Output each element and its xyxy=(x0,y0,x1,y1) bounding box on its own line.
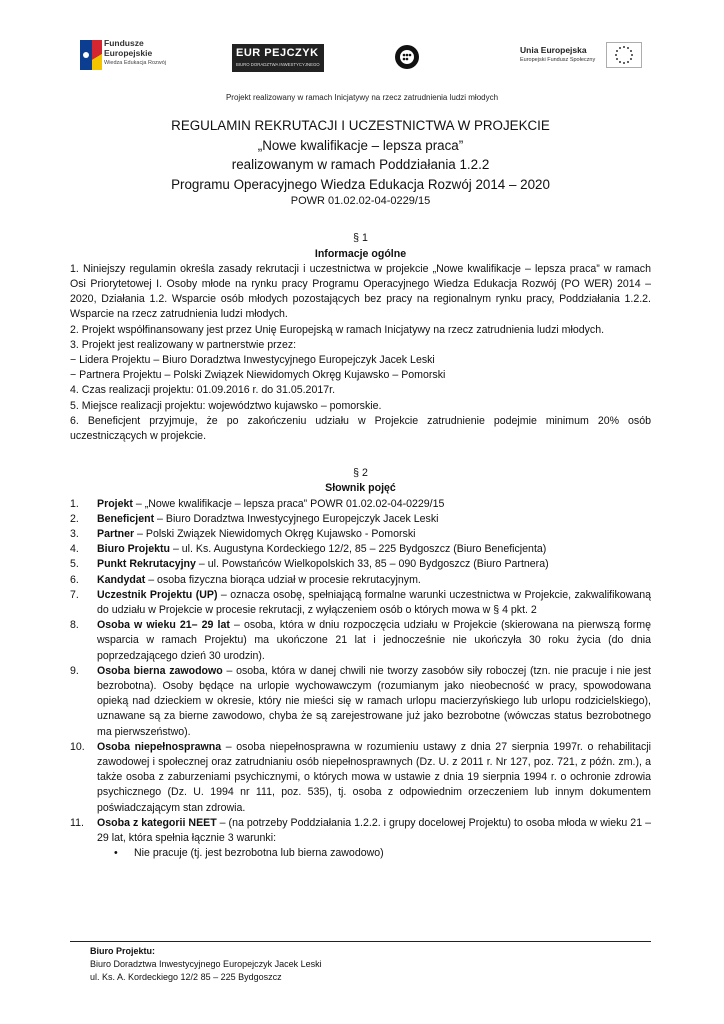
ue-sub: Europejski Fundusz Społeczny xyxy=(520,57,596,63)
bullet-text: Nie pracuje (tj. jest bezrobotna lub bierna zawodowo) xyxy=(134,847,384,860)
item-number: 11. xyxy=(70,816,84,829)
section-2-number: § 2 xyxy=(353,467,368,480)
ue-title: Unia Europejska xyxy=(520,45,587,55)
title-line3: realizowanym w ramach Poddziałania 1.2.2 xyxy=(231,157,490,173)
s1-partner-partner: − Partnera Projektu – Polski Związek Niewidomych Okręg Kujawsko – Pomorski xyxy=(70,369,446,382)
list-item xyxy=(70,588,651,618)
item-text: – Biuro Doradztwa Inwestycyjnego Europejczyk Jacek Leski xyxy=(154,512,439,525)
item-number: 3. xyxy=(70,528,79,541)
item-text: – osoba, która w dniu rozpoczęcia udziału w Projekcie (skierowana na pierwszą formę wsparcia w ramach Projektu) ma ukończone 21 lat i jednocześnie nie ukończyła 30 roku życia (do dnia poprzedzającego dzień 30 urodzin). xyxy=(97,619,651,662)
header-note: Projekt realizowany w ramach Inicjatywy na rzecz zatrudnienia ludzi młodych xyxy=(225,93,499,102)
item-term: Osoba z kategorii NEET xyxy=(97,816,217,829)
eur-main: EUR PEJCZYK xyxy=(236,47,319,59)
s1-partner-lider: − Lidera Projektu – Biuro Doradztwa Inwestycyjnego Europejczyk Jacek Leski xyxy=(70,354,435,366)
s1-paragraph-1: 1. Niniejszy regulamin określa zasady rekrutacji i uczestnictwa w projekcie „Nowe kwalifikacje – lepsza praca” w ramach Osi Priorytetowej I. Osoby młode na rynku pracy Programu Operacyjnego Wiedza Edukacja Rozwój (PO WER) 2014 – 2020, Działania 1.2. Wsparcie osób młodych pozostających bez pracy na regionalnym rynku pracy, Poddziałania 1.2.2. Wsparcie na rzecz zatrudnienia ludzi młodych. xyxy=(70,262,651,321)
item-number: 4. xyxy=(70,543,79,556)
item-text: – ul. Powstańców Wielkopolskich 33, 85 – 090 Bydgoszcz (Biuro Partnera) xyxy=(195,558,549,571)
footer-line2: ul. Ks. A. Kordeckiego 12/2 85 – 225 Bydgoszcz xyxy=(90,972,282,982)
item-text: – osoba fizyczna biorąca udział w procesie rekrutacyjnym. xyxy=(145,573,421,586)
fe-flag-icon xyxy=(80,40,102,70)
item-text: – osoba, która w danej chwili nie tworzy zasobów siły roboczej (tzn. nie pracuje i nie jest bezrobotna). Osoby będące na urlopie wychowawczym (rozumianym jako nieobecność w pracy, spowodowana opieką nad dzieckiem w okresie, który nie mieści się w ramach urlopu macierzyńskiego lub urlopu rodzicielskiego), uznawane są za bierne zawodowo, chyba że są zarejestrowane już jako bezrobotne (wówczas status bezrobotnego ma pierwszeństwo). xyxy=(97,664,651,738)
list-item xyxy=(70,816,651,846)
footer-title: Biuro Projektu: xyxy=(90,946,156,956)
fe-sub: Wiedza Edukacja Rozwój xyxy=(104,60,167,66)
item-term: Punkt Rekrutacyjny xyxy=(97,558,196,571)
item-number: 1. xyxy=(70,497,79,510)
bullet-icon: • xyxy=(114,847,118,860)
fe-line2: Europejskie xyxy=(104,47,153,58)
item-term: Uczestnik Projektu (UP) xyxy=(97,588,218,601)
europejczyk-logo xyxy=(232,44,324,72)
s1-paragraph-3: 3. Projekt jest realizowany w partnerstwie przez: xyxy=(70,338,297,351)
item-term: Partner xyxy=(97,528,135,541)
eu-flag-icon xyxy=(606,42,642,68)
item-term: Osoba bierna zawodowo xyxy=(97,664,223,677)
title-line2: „Nowe kwalifikacje – lepsza praca” xyxy=(257,137,464,153)
item-text: – ul. Ks. Augustyna Kordeckiego 12/2, 85 – 225 Bydgoszcz (Biuro Beneficjenta) xyxy=(170,543,547,556)
item-text: – „Nowe kwalifikacje – lepsza praca” POWR 01.02.02-04-0229/15 xyxy=(132,497,445,510)
neet-condition-1 xyxy=(70,846,651,861)
item-text: – (na potrzeby Poddziałania 1.2.2. i grupy docelowej Projektu) to osoba młoda w wieku 21 – 29 lat, która spełnia łącznie 3 warunki: xyxy=(97,816,651,845)
item-number: 2. xyxy=(70,512,79,525)
item-text: – oznacza osobę, spełniającą formalne warunki uczestnictwa w Projekcie, zakwalifikowaną do udziału w Projekcie w procesie rekrutacji, z wyłączeniem osób o których mowa w § 4 pkt. 2 xyxy=(97,588,651,617)
item-term: Beneficjent xyxy=(97,512,155,525)
section-1-number: § 1 xyxy=(353,232,368,245)
s1-paragraph-4: 4. Czas realizacji projektu: 01.09.2016 r. do 31.05.2017r. xyxy=(70,384,336,397)
list-item xyxy=(70,740,651,816)
list-item xyxy=(70,664,651,740)
item-text: – osoba niepełnosprawna w rozumieniu ustawy z dnia 27 sierpnia 1997r. o rehabilitacji zawodowej i społecznej oraz zatrudnianiu osób niepełnosprawnych (Dz. U. z 2011 r. Nr 127, poz. 721, z późn. zm.), a także osoba z zaburzeniami psychicznymi, o których mowa w ustawie z dnia 19 sierpnia 1994 r. o ochronie zdrowia psychicznego (Dz. U. 1994 nr 111, poz. 535), tj. osoba z odpowiednim orzeczeniem lub innym dokumentem poświadczającym stan zdrowia. xyxy=(97,740,651,814)
logo-bar xyxy=(0,28,724,84)
list-item xyxy=(70,542,651,557)
item-term: Osoba niepełnosprawna xyxy=(97,740,222,753)
document-title xyxy=(70,116,651,209)
s1-paragraph-2: 2. Projekt współfinansowany jest przez Unię Europejską w ramach Inicjatywy na rzecz zatrudnienia ludzi młodych. xyxy=(70,323,605,336)
item-number: 10. xyxy=(70,740,85,753)
item-number: 8. xyxy=(70,619,79,632)
section-2-title: Słownik pojęć xyxy=(325,482,396,495)
section-1-title: Informacje ogólne xyxy=(314,247,407,260)
eur-sub: BIURO DORADZTWA INWESTYCYJNEGO xyxy=(236,62,320,67)
item-number: 9. xyxy=(70,664,79,677)
footer-line1: Biuro Doradztwa Inwestycyjnego Europejczyk Jacek Leski xyxy=(90,959,322,969)
s1-paragraph-6: 6. Beneficjent przyjmuje, że po zakończeniu udziału w Projekcie zatrudnienie podejmie minimum 20% osób uczestniczących w projekcie. xyxy=(70,414,651,443)
item-number: 6. xyxy=(70,573,79,586)
list-item xyxy=(70,527,651,542)
list-item xyxy=(70,557,651,572)
unia-europejska-logo xyxy=(506,42,636,72)
item-term: Osoba w wieku 21– 29 lat xyxy=(97,619,230,632)
item-term: Projekt xyxy=(97,497,133,510)
page-footer xyxy=(70,941,651,984)
pzn-circle-icon xyxy=(394,44,420,70)
title-line4: Programu Operacyjnego Wiedza Edukacja Rozwój 2014 – 2020 xyxy=(171,176,550,192)
fundusze-europejskie-logo xyxy=(80,38,190,78)
title-line1: REGULAMIN REKRUTACJI I UCZESTNICTWA W PROJEKCIE xyxy=(171,118,550,133)
fe-line1: Fundusze xyxy=(104,38,144,48)
item-term: Biuro Projektu xyxy=(97,543,170,556)
item-number: 5. xyxy=(70,558,79,571)
list-item xyxy=(70,497,651,512)
item-text: – Polski Związek Niewidomych Okręg Kujawsko - Pomorski xyxy=(134,528,416,541)
document-body xyxy=(70,116,651,862)
list-item xyxy=(70,512,651,527)
project-code: POWR 01.02.02-04-0229/15 xyxy=(290,195,431,208)
s1-paragraph-5: 5. Miejsce realizacji projektu: województwo kujawsko – pomorskie. xyxy=(70,399,382,412)
item-term: Kandydat xyxy=(97,573,146,586)
glossary-list xyxy=(70,497,651,847)
list-item xyxy=(70,618,651,664)
item-number: 7. xyxy=(70,588,79,601)
list-item xyxy=(70,573,651,588)
